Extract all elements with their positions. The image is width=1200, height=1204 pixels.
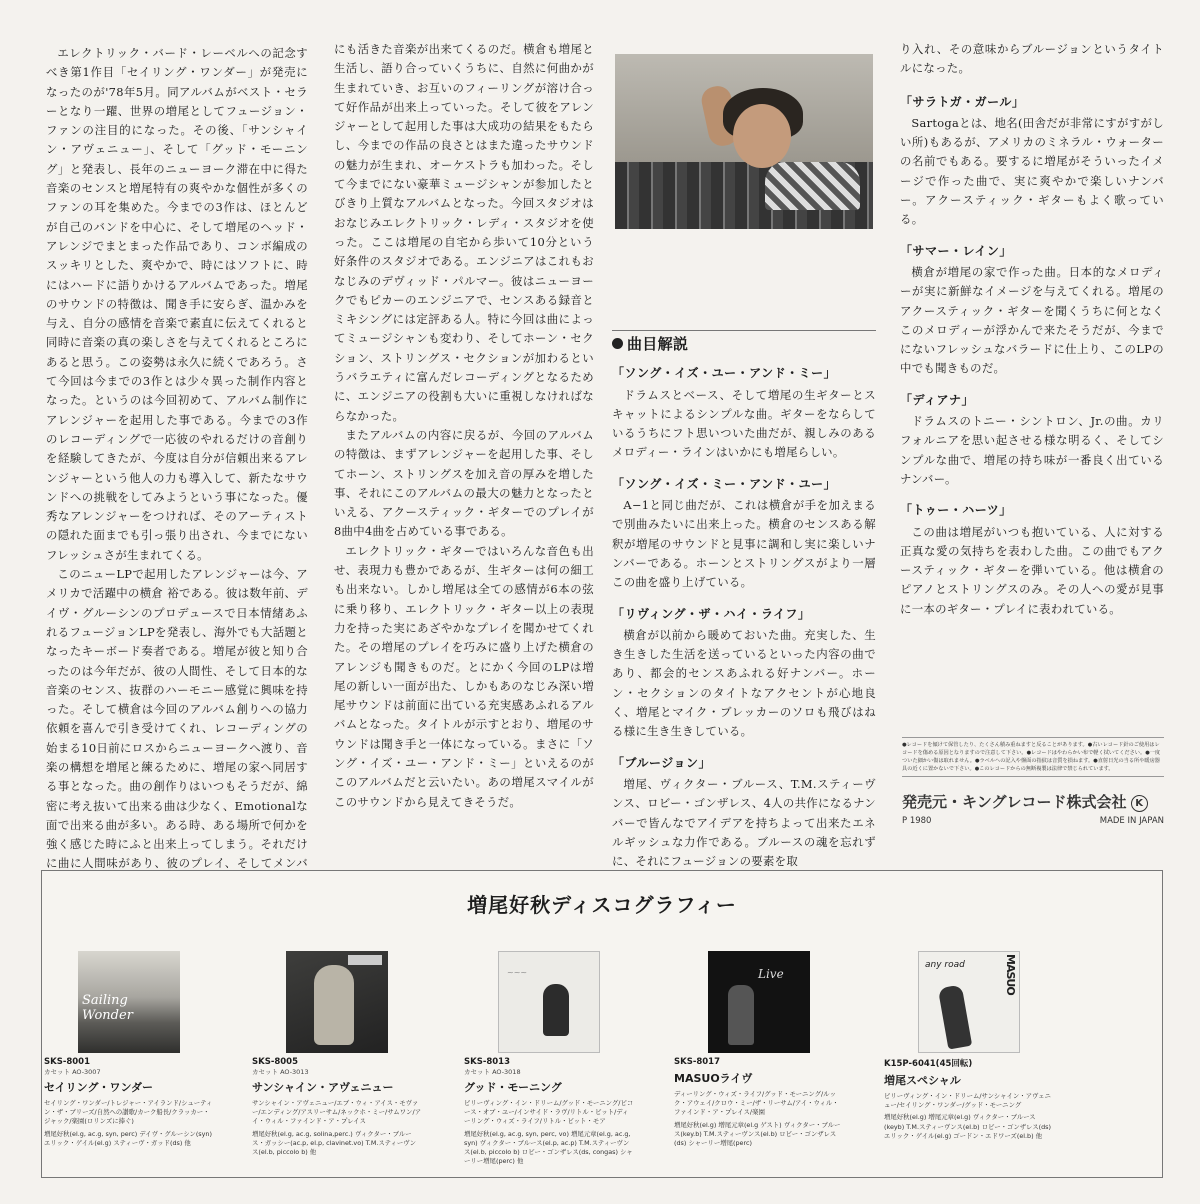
album-personnel: 増尾好秋(el.g, ac.g, syn, perc) デイヴ・グルーシン(syn) エリック・ゲイル(el.g) スティーヴ・ガッド(ds) 他 (44, 1129, 212, 1147)
album-title: サンシャイン・アヴェニュー (252, 1081, 394, 1094)
album-entry (464, 951, 634, 1166)
track-note (612, 364, 876, 462)
album-cover: Sailing Wonder (78, 951, 180, 1053)
made-in-japan: MADE IN JAPAN (1099, 816, 1164, 826)
track-note (900, 391, 1164, 489)
track-title: 「サラトガ・ガール」 (900, 94, 1025, 109)
liner-notes-column-2 (334, 40, 594, 812)
catalog-number: K15P-6041(45回転) (884, 1059, 973, 1069)
track-title: 「ソング・イズ・ミー・アンド・ユー」 (612, 476, 837, 491)
album-personnel: 増尾好秋(el.g) 増尾元章(el.g ゲスト) ヴィクター・ブルース(key.b) T.M.スティーヴンス(el.b) ロビー・ゴンザレス(ds) シャーリー増尾(perc) (674, 1120, 841, 1148)
divider (612, 330, 876, 331)
liner-notes-column-1 (46, 44, 308, 893)
paragraph: エレクトリック・ギターではいろんな音色も出せ、表現力も豊かであるが、生ギターは何の細工も出来ない。しかし増尾は全ての感情が6本の弦に乗り移り、エレクトリック・ギター以上の表現力を持った実にあざやかなプレイを聞かせてくれた。その増尾のプレイを巧みに盛り上げた横倉のアレンジも聞きものだ。とにかく今回のLPは増尾の新しい一面が出た、しかもあのなじみ深い増尾サウンドは前面に出ている充実感あふれるアルバムとなった。タイトルが示すとおり、増尾のサウンドは聞き手と一体になっている。まさに「ソング・イズ・ユー・アンド・ミー」といえるのがこのアルバムだと云いたい。あの増尾スマイルがこのサウンドから見えてきそうだ。 (334, 543, 594, 809)
king-records-logo: K (1131, 795, 1148, 812)
album-tracklist: サンシャイン・アヴェニュー/エブ・ウィ・アイス・モヴァー/エンディング/アスリーサム/ネックホ・ミー/サムワン/アイ・ウィル・ファインド・ア・プレイス (252, 1099, 421, 1126)
album-entry (44, 951, 214, 1148)
paragraph: り入れ、その意味からブルージョンというタイトルになった。 (900, 42, 1164, 76)
track-description: Sartogaとは、地名(田舎だが非常にすがすがしい所)もあるが、アメリカのミネラル・ウォーターの名前でもある。要するに増尾がそういったイメージで作った曲で、実に爽やかで楽しいナンバー。アクースティック・ギターもよく歌っている。 (900, 115, 1164, 227)
album-title: 増尾スペシャル (884, 1074, 961, 1087)
album-tracklist: ディーリング・ウィズ・ライフ/グッド・モーニング/ルック・アウェイ/クロウ・ミー/ザ・リーサム/アイ・ウィル・ファインド・ア・プレイス/楽園 (674, 1090, 839, 1117)
album-cover: Live (708, 951, 810, 1053)
track-notes-column-2 (900, 40, 1164, 631)
catalog-number: SKS-8005 (252, 1057, 299, 1067)
track-title: 「サマー・レイン」 (900, 243, 1012, 258)
artist-photo (615, 54, 873, 229)
album-title: MASUOライヴ (674, 1072, 753, 1085)
track-description: 横倉が以前から暖めておいた曲。充実した、生き生きした生活を送っているといった内容の曲であり、都会的センスあふれる好ナンバー。ホーン・セクションのタイトなアクセントが心地良く、増尾とマイク・ブレッカーのソロも飛びはねる様に生き生きしている。 (612, 627, 876, 739)
cassette-number: カセット AO-3013 (252, 1068, 309, 1076)
cassette-number: カセット AO-3018 (464, 1068, 521, 1076)
catalog-number: SKS-8013 (464, 1057, 511, 1067)
track-title: 「ディアナ」 (900, 392, 975, 407)
section-title: 曲目解説 (612, 335, 876, 354)
album-tracklist: ビリーヴィング・イン・ドリーム/グッド・モーニング/ピコース・オブ・ユー/インサイド・ラヴ/リトル・ビット/ディーリング・ウィズ・ライフ/リトル・ビット・モア (464, 1099, 634, 1126)
discography-box (41, 870, 1163, 1178)
album-tracklist: ビリーヴィング・イン・ドリーム/サンシャイン・アヴェニュー/セイリング・ワンダー/グッド・モーニング (884, 1092, 1051, 1110)
track-description: ドラムスのトニー・シントロン、Jr.の曲。カリフォルニアを思い起させる様な明るく、そしてシンプルな曲で、増尾の持ち味が一番良く出ているナンバー。 (900, 414, 1164, 486)
track-title: 「リヴィング・ザ・ハイ・ライフ」 (612, 606, 811, 621)
phonogram-year: P 1980 (902, 816, 932, 826)
catalog-number: SKS-8017 (674, 1057, 721, 1067)
paragraph: またアルバムの内容に戻るが、今回のアルバムの特徴は、まずアレンジャーを起用した事、そしてホーン、ストリングスを加え音の厚みを増した事、それにこのアルバムの最大の魅力となったといえる、アクースティック・ギターでのプレイが8曲中4曲を占めている事である。 (334, 427, 594, 539)
track-title: 「ブルージョン」 (612, 755, 712, 770)
album-cover (286, 951, 388, 1053)
album-tracklist: セイリング・ワンダー/トレジャー・アイランド/シューティン・ザ・ブリーズ/自然への讃歌/カーク船長/クラッカー・ジャック/楽園(ロリンズに捧ぐ) (44, 1099, 213, 1126)
track-note (612, 754, 876, 872)
track-note (900, 501, 1164, 619)
paragraph: このニューLPで起用したアレンジャーは今、アメリカで活躍中の横倉 裕である。彼は数年前、デイヴ・グルーシンのプロデュースで日本情緒あふれるフュージョンLPを発表し、海外でも大話題となったキーボード奏者である。増尾が彼と知り合ったのは今年だが、彼の人間性、そして日本的な音楽のセンス、抜群のハーモニー感覚に興味を持った。そして横倉は今回のアルバム創りへの協力依頼を喜んで引き受けてくれ、レコーディングの始まる10日前にロスからニューヨークへ渡り、音楽の構想を増尾と練るために、増尾の家へ同居する事となった。曲の創作りはいつもそうだが、綿密に考え抜いて出来る曲は少なく、Emotionalな面で出来る曲が多い。ある時、ある場所で何かを強く感じた時にふと出来上ってしまう。それだけに曲に人間味があり、彼のプレイ、そしてメンバ (46, 567, 308, 871)
album-personnel: 増尾好秋(el.g) 増尾元章(el.g) ヴィクター・ブルース(keyb) T.M.スティーヴンス(el.b) ロビー・ゴンザレス(ds) エリック・ゲイル(el.g) ゴードン・エドワーズ(el.b) 他 (884, 1113, 1052, 1140)
cassette-number: カセット AO-3007 (44, 1068, 101, 1076)
track-description: ドラムスとベース、そして増尾の生ギターとスキャットによるシンプルな曲。ギターをならしているうちにフト思いついた曲だが、親しみのあるメロディー・ラインはいかにも増尾らしい。 (612, 387, 876, 460)
track-notes-column (612, 330, 876, 883)
track-description: 横倉が増尾の家で作った曲。日本的なメロディーが実に新鮮なイメージを与えてくれる。増尾のアクースティック・ギターを聞くうちに何となくこのメロディーが浮かんで来たそうだが、今までにないフレッシュなバラードに仕上り、このLPの中でも聞きものだ。 (900, 264, 1164, 376)
paragraph: エレクトリック・バード・レーベルへの記念すべき第1作目「セイリング・ワンダー」が発売になったのが'78年5月。同アルバムがベスト・セラーとなり一躍、世界の増尾としてフュージョン・ファンの注目的になった。その後、「サンシャイン・アヴェニュー」、そして「グッド・モーニング」と発表し、長年のニューヨーク滞在中に得た音楽のセンスと増尾特有の爽やかな個性が多くのファンの耳を集めた。今までの3作は、ほとんどが自己のバンドを中心に、そして増尾のヘッド・アレンジでまとまった作品であり、コンボ編成のスッキリとした、爽やかで、時にはソフトに、時にはハードに語りかけるアルバムであった。増尾のサウンドの特徴は、聞き手に安らぎ、温かみを与え、自分の感情を音楽で素直に伝えてくれると同時に音楽の真の楽しさを与えてくれるところにあると思う。この姿勢は永久に続くであろう。さて今回は今までの3作とは少々異った制作内容となった。というのは今回初めて、アルバム制作にアレンジャーを起用した事である。今までの3作のレコーディングで一応彼のやれるだけの音創りを経験してきたが、今度は自分が信頼出来るアレンジャーという他人の力も導入して、新たなサウンドへの挑戦をしてみようという事になった。優秀なアレンジャーをつければ、そのアーティストの隠れた面までも引っ張り出され、今までにないフレッシュさが生まれてくる。 (46, 46, 308, 562)
track-note (612, 605, 876, 742)
track-title: 「トゥー・ハーツ」 (900, 503, 1012, 518)
album-title: セイリング・ワンダー (44, 1081, 154, 1094)
album-personnel: 増尾好秋(el.g, ac.g, syn, perc, vo) 増尾元章(el.g, ac.g, syn) ヴィクター・ブルース(el.p, ac.p) T.M.スティーヴンス(el.b, piccolo b) ロビー・ゴンザレス(ds, congas) シャーリー増尾(perc) 他 (464, 1129, 633, 1166)
track-title: 「ソング・イズ・ユー・アンド・ミー」 (612, 366, 837, 381)
catalog-number: SKS-8001 (44, 1057, 91, 1067)
bullet-icon (612, 338, 623, 349)
copyright-line (902, 816, 1164, 826)
album-entry (252, 951, 422, 1157)
track-description: 増尾、ヴィクター・ブルース、T.M.スティーヴンス、ロビー・ゴンザレス、4人の共作になるナンバーで皆んなでアイデアを持ちよって出来たエネルギッシュな力作である。ブルースの魂を忘れずに、それにフュージョンの要素を取 (612, 776, 876, 869)
discography-title: 増尾好秋ディスコグラフィー (467, 893, 737, 917)
album-cover: any road MASUO (918, 951, 1020, 1053)
record-notice (902, 737, 1164, 826)
track-note (900, 242, 1164, 379)
album-title: グッド・モーニング (464, 1081, 562, 1094)
track-description: この曲は増尾がいつも抱いている、人に対する正真な愛の気持ちを表わした曲。この曲でもアクースティック・ギターを弾いている。他は横倉のピアノとストリングスのみ。その人への愛が見事に一本のギター・プレイに表われている。 (900, 524, 1164, 616)
track-note (900, 93, 1164, 230)
paragraph: にも活きた音楽が出来てくるのだ。横倉も増尾と生活し、語り合っていくうちに、自然に何曲かが生まれていき、お互いのフィーリングが溶け合って好作品が出来上っていった。そして彼をアレンジャーとして起用した事は大成功の結果をもたらし、今までの作品の良さとはまた違ったサウンドの魅力が生まれ、オーケストラも加わった。そして今までにない豪華ミュージシャンが参加したとびきり上質なアルバムとなった。今回スタジオはおなじみエレクトリック・レディ・スタジオを使った。ここは増尾の自宅から歩いて10分という好条件のスタジオである。エンジニアはこれもおなじみのデヴィッド・パルマー。彼はニューヨークでもピカーのエンジニアで、センスある録音とミキシングには定評ある人。特に今回は曲によってミュージシャンも変わり、そしてホーン・セクション、ストリングス・セクションが加わるというバラエティに富んだレコーディングとなるために、エンジニアの役割も大いに重視しなければならなかった。 (334, 42, 594, 423)
album-entry (674, 951, 844, 1148)
track-note (612, 475, 876, 593)
publisher: 発売元・キングレコード株式会社 K (902, 791, 1164, 812)
care-instructions: ●レコードを傾けて保管したり、たくさん積み重ねますと反ることがあります。●古いレコード針のご使用はレコードを傷める原因となりますので注意して下さい。●レコードはやわらかい布で軽く拭いてください。●一度ついた細かい傷は取れません。●ラベルへの記入や盤面の指紋は音質を損ねます。●直射日光の当る所や暖房器具の近くに置かないで下さい。●このレコードからの無断複製は法律で禁じられています。 (902, 737, 1164, 777)
album-cover: ~~~ (498, 951, 600, 1053)
album-personnel: 増尾好秋(el.g, ac.g, solina,perc.) ヴィクター・ブルース・ガッシー(ac.p, el.p, clavinet.vo) T.M.スティーヴンス(el.b, piccolo b) 他 (252, 1129, 417, 1157)
album-entry (884, 951, 1054, 1141)
track-description: A−1と同じ曲だが、これは横倉が手を加えまるで別曲みたいに出来上った。横倉のセンスある解釈が増尾のサウンドと見事に調和し実に楽しいナンバーである。ホーンとストリングスがより一層この曲を盛り上げている。 (612, 498, 876, 590)
